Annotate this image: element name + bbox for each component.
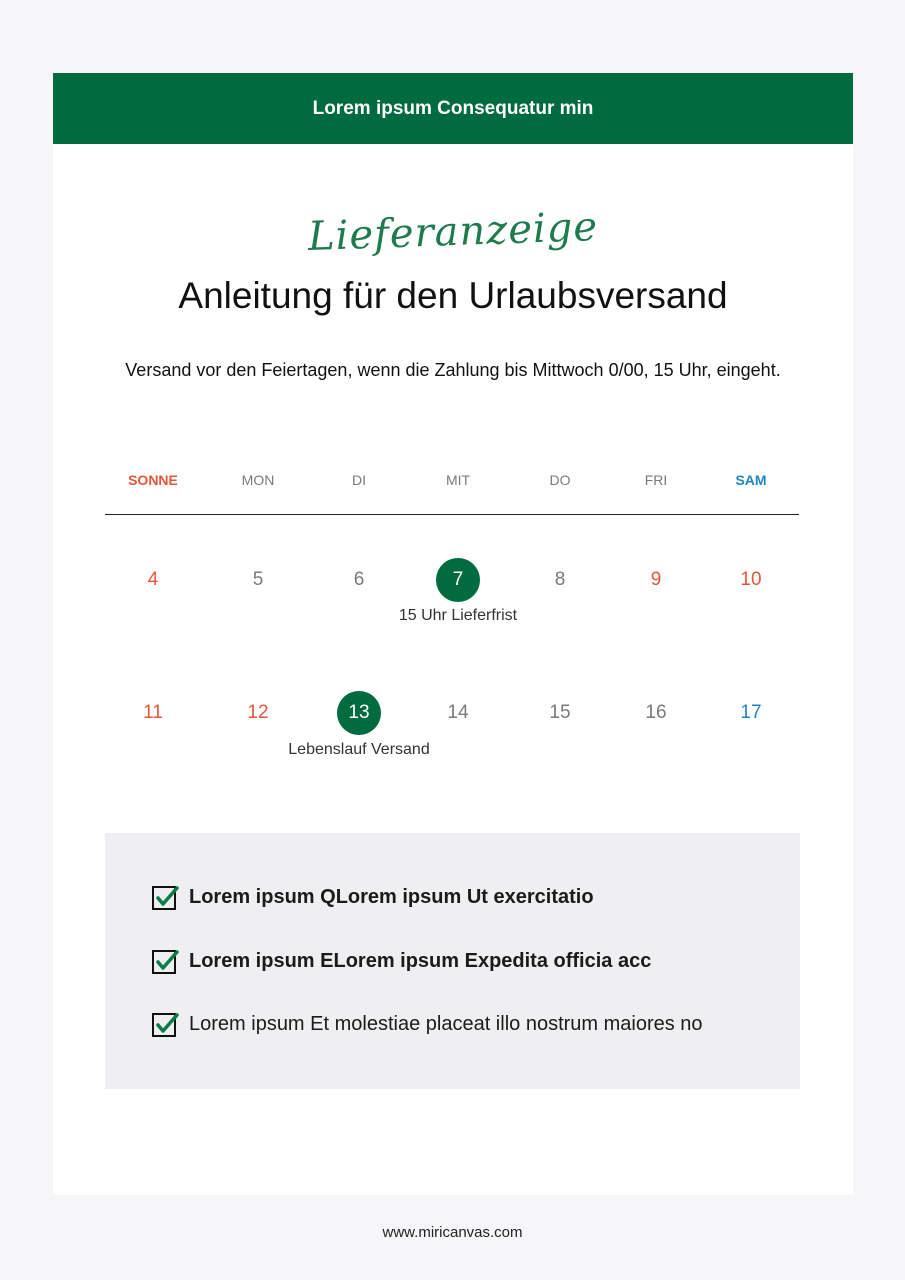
calendar-day: 14	[447, 702, 469, 723]
check-box-icon	[151, 947, 179, 975]
check-box-icon	[151, 883, 179, 911]
calendar-day: 16	[645, 702, 667, 723]
weekday-friday: FRI	[644, 472, 668, 488]
shipping-note: Lebenslauf Versand	[288, 741, 430, 758]
checklist-item-text: Lorem ipsum ELorem ipsum Expedita officia acc	[189, 949, 652, 972]
calendar-day: 5	[252, 569, 264, 590]
weekday-wednesday: MIT	[445, 472, 471, 488]
weekday-saturday: SAM	[735, 472, 767, 488]
checklist-item	[151, 883, 594, 911]
calendar-day: 4	[147, 569, 159, 590]
calendar-day: 10	[740, 569, 762, 590]
checklist-item	[151, 1010, 703, 1038]
calendar-day: 11	[143, 702, 163, 723]
weekday-monday: MON	[241, 472, 275, 488]
weekday-tuesday: DI	[352, 472, 366, 488]
calendar-day: 9	[650, 569, 662, 590]
checklist-item-text: Lorem ipsum QLorem ipsum Ut exercitatio	[189, 885, 594, 908]
calendar-day: 17	[740, 702, 762, 723]
checklist-panel	[105, 833, 800, 1089]
checklist-item-text: Lorem ipsum Et molestiae placeat illo nostrum maiores no	[189, 1012, 703, 1035]
page-subtitle: Versand vor den Feiertagen, wenn die Zahlung bis Mittwoch 0/00, 15 Uhr, eingeht.	[125, 360, 781, 380]
footer-url: www.miricanvas.com	[382, 1224, 523, 1241]
calendar-day-highlighted: 7	[436, 558, 480, 602]
deadline-note: 15 Uhr Lieferfrist	[398, 607, 518, 624]
checklist-item	[151, 947, 651, 975]
calendar-divider	[105, 514, 799, 515]
calendar-day: 15	[549, 702, 571, 723]
calendar-day-highlighted: 13	[337, 691, 381, 735]
page-title: Anleitung für den Urlaubsversand	[178, 275, 728, 316]
header-banner	[53, 73, 853, 144]
weekday-sunday: SONNE	[128, 472, 178, 488]
calendar-day: 6	[353, 569, 365, 590]
weekday-thursday: DO	[549, 472, 571, 488]
banner-title: Lorem ipsum Consequatur min	[312, 97, 594, 119]
calendar-day: 12	[247, 702, 269, 723]
calendar-day: 8	[554, 569, 566, 590]
check-box-icon	[151, 1010, 179, 1038]
document-card	[53, 73, 853, 1195]
script-title: Lieferanzeige	[307, 203, 599, 261]
